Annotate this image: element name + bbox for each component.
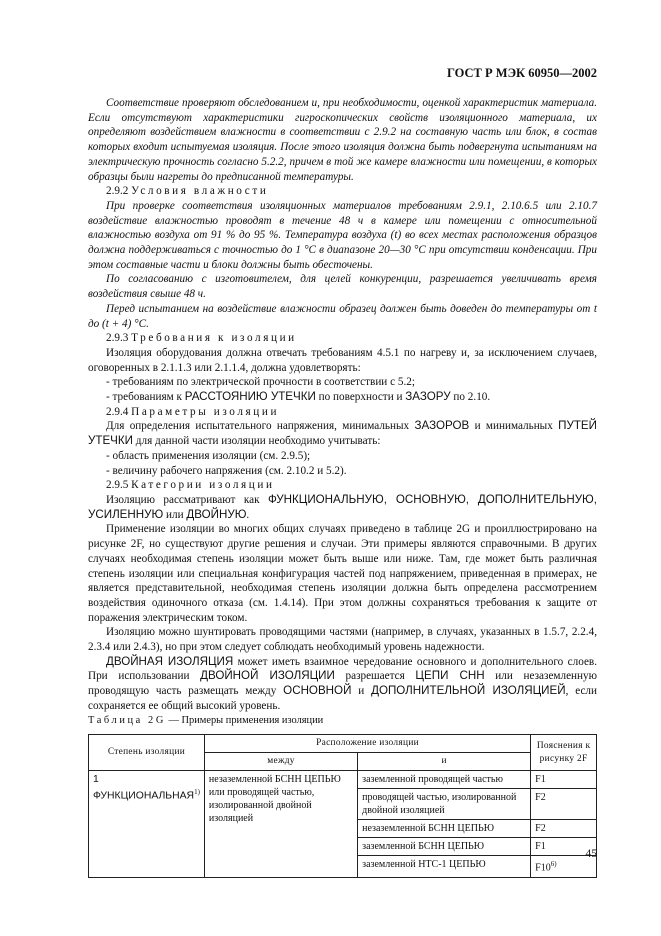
term: ФУНКЦИОНАЛЬНУЮ, ОСНОВНУЮ, ДОПОЛНИТЕЛЬНУЮ, УСИЛЕННУЮ bbox=[88, 492, 597, 521]
note-value: F10 bbox=[535, 862, 551, 874]
text-run: или bbox=[163, 508, 187, 521]
table-caption bbox=[88, 714, 597, 729]
footnote-ref: 1) bbox=[194, 788, 200, 797]
term: ЗАЗОРОВ bbox=[414, 419, 470, 433]
list-item bbox=[88, 390, 597, 405]
text-run: может иметь взаимное чередование основного и дополнительного слоев. При использовании bbox=[88, 655, 597, 683]
section-number: 2.9.4 bbox=[106, 405, 129, 418]
table-caption-text: — Примеры применения изоляции bbox=[165, 714, 324, 726]
grade-label: 1 ФУНКЦИОНАЛЬНАЯ bbox=[93, 774, 195, 802]
paragraph: По согласованию с изготовителем, для целей конкуренции, разрешается увеличивать время воздействия свыше 48 ч. bbox=[88, 273, 597, 301]
section-heading-2-9-3 bbox=[88, 331, 597, 346]
header-and: и bbox=[358, 753, 531, 771]
insulation-examples-table bbox=[88, 734, 597, 877]
section-title: Условия влажности bbox=[131, 185, 269, 198]
note-value: F2 bbox=[535, 792, 546, 804]
paragraph: Соответствие проверяют обследованием и, при необходимости, оценкой характеристик материала. Если отсутствуют характеристики гигроскопических свойств изоляционного материала, их определяют воздействием влажности в соответствии с 2.9.2 на составную часть или блок, в состав которых входит испытуемая изоляция. После этого изоляция должна быть подвергнута испытаниям на электрическую прочность согласно 5.2.2, причем в той же камере влажности или помещении, в которых образцы были нагреты до предписанной температуры. bbox=[88, 97, 597, 183]
list-item: - требованиям по электрической прочности в соответствии с 5.2; bbox=[106, 376, 415, 389]
term: ДВОЙНУЮ bbox=[186, 507, 247, 521]
note-cell bbox=[531, 771, 597, 789]
paragraph: Изоляцию можно шунтировать проводящими частями (например, в случаях, указанных в 1.5.7, 2.2.4, 2.3.4 или 2.4.3), но при этом следует соблюдать необходимый уровень надежности. bbox=[88, 626, 597, 654]
and-cell: заземленной НТС-1 ЦЕПЬЮ bbox=[358, 856, 531, 877]
header-degree: Степень изоляции bbox=[89, 735, 205, 771]
header-between: между bbox=[204, 753, 357, 771]
text-run: Для определения испытательного напряжения, минимальных bbox=[106, 420, 415, 433]
page-number: 45 bbox=[585, 848, 597, 860]
note-value: F1 bbox=[535, 841, 546, 853]
table-header-row bbox=[89, 735, 597, 753]
section-title: Параметры изоляции bbox=[131, 405, 280, 418]
term: РАССТОЯНИЮ УТЕЧКИ bbox=[184, 390, 316, 404]
grade-cell bbox=[89, 771, 205, 877]
text-run: - требованиям к bbox=[106, 391, 185, 404]
paragraph bbox=[88, 493, 597, 522]
term: ЗАЗОРУ bbox=[405, 390, 451, 404]
list-item: - область применения изоляции (см. 2.9.5); bbox=[106, 449, 311, 462]
text-run: и bbox=[351, 685, 372, 698]
note-value: F1 bbox=[535, 774, 546, 786]
text-run: и минимальных bbox=[469, 420, 559, 433]
paragraph: Перед испытанием на воздействие влажности образец должен быть доведен до температуры от t до (t + 4) °С. bbox=[88, 302, 597, 330]
term: ОСНОВНОЙ bbox=[283, 684, 352, 698]
and-cell: незаземленной БСНН ЦЕПЬЮ bbox=[358, 820, 531, 838]
list-item: - величину рабочего напряжения (см. 2.10.2 и 5.2). bbox=[106, 464, 347, 477]
table-row bbox=[89, 771, 597, 789]
term: ПУТЕЙ УТЕЧКИ bbox=[88, 419, 597, 448]
section-title: Требования к изоляции bbox=[131, 332, 297, 345]
note-value: F2 bbox=[535, 823, 546, 835]
term: ЦЕПИ СНН bbox=[415, 669, 485, 683]
section-number: 2.9.2 bbox=[106, 185, 129, 198]
section-heading-2-9-5 bbox=[88, 478, 597, 493]
footnote-ref: 6) bbox=[550, 860, 557, 869]
term: ДВОЙНАЯ ИЗОЛЯЦИЯ bbox=[106, 654, 234, 668]
section-number: 2.9.3 bbox=[106, 332, 129, 345]
term: ДВОЙНОЙ ИЗОЛЯЦИИ bbox=[200, 669, 335, 683]
header-notes: Пояснения к рисунку 2F bbox=[531, 735, 597, 771]
section-title: Категории изоляции bbox=[131, 479, 275, 492]
between-cell: незаземленной БСНН ЦЕПЬЮ или проводящей частью, изолированной двойной изоляцией bbox=[204, 771, 357, 877]
paragraph bbox=[88, 655, 597, 714]
text-run: или незаземленную проводящую часть размещать между bbox=[88, 670, 597, 698]
paragraph: Изоляция оборудования должна отвечать требованиям 4.5.1 по нагреву и, за исключением случаев, оговоренных в 2.1.1.3 или 2.1.1.4, должна удовлетворять: bbox=[88, 346, 597, 374]
note-cell bbox=[531, 820, 597, 838]
section-heading-2-9-2 bbox=[88, 184, 597, 199]
and-cell: заземленной проводящей частью bbox=[358, 771, 531, 789]
text-run: по 2.10. bbox=[450, 391, 491, 404]
text-run: Изоляцию рассматривают как bbox=[106, 493, 268, 506]
and-cell: проводящей частью, изолированной двойной изоляцией bbox=[358, 789, 531, 820]
page-content bbox=[88, 96, 597, 878]
section-heading-2-9-4 bbox=[88, 405, 597, 420]
text-run: разрешается bbox=[334, 670, 416, 683]
header-location: Расположение изоляции bbox=[204, 735, 530, 753]
note-cell bbox=[531, 789, 597, 820]
term: ДОПОЛНИТЕЛЬНОЙ ИЗОЛЯЦИЕЙ bbox=[371, 684, 566, 698]
table-caption-label: Таблица 2G bbox=[88, 714, 166, 726]
text-run: , если сохраняется ее общий высокий уровень. bbox=[88, 685, 597, 712]
section-number: 2.9.5 bbox=[106, 479, 129, 492]
paragraph: При проверке соответствия изоляционных материалов требованиям 2.9.1, 2.10.6.5 или 2.10.7 воздействие влажностью проводят в течение 48 ч в камере или помещении с относительной влажностью воздуха от 91 % до 95 %. Температура воздуха (t) во всех местах расположения образцов должна поддерживаться с точностью до 1 °С в диапазоне 20—30 °С при отсутствии конденсации. При этом составные части и блоки должны быть обесточены. bbox=[88, 199, 597, 271]
paragraph bbox=[88, 419, 597, 448]
and-cell: заземленной БСНН ЦЕПЬЮ bbox=[358, 838, 531, 856]
text-run: . bbox=[246, 508, 250, 521]
document-header: ГОСТ Р МЭК 60950—2002 bbox=[447, 66, 597, 80]
text-run: для данной части изоляции необходимо учитывать: bbox=[133, 435, 381, 448]
text-run: по поверхности и bbox=[315, 391, 406, 404]
paragraph: Применение изоляции во многих общих случаях приведено в таблице 2G и проиллюстрировано на рисунке 2F, но существуют другие решения и случаи. Эти примеры являются справочными. В других случаях необходимая степень изоляции может быть выше или ниже. Там, где может быть различная степень изоляции или специальная конфигурация частей под напряжением, приведенная в примерах, не является представительной, необходимая степень изоляции должна быть определена рассмотрением воздействия одиночного отказа (см. 1.4.14). При этом должны сохраняться требования к защите от поражения электрическим током. bbox=[88, 523, 597, 624]
